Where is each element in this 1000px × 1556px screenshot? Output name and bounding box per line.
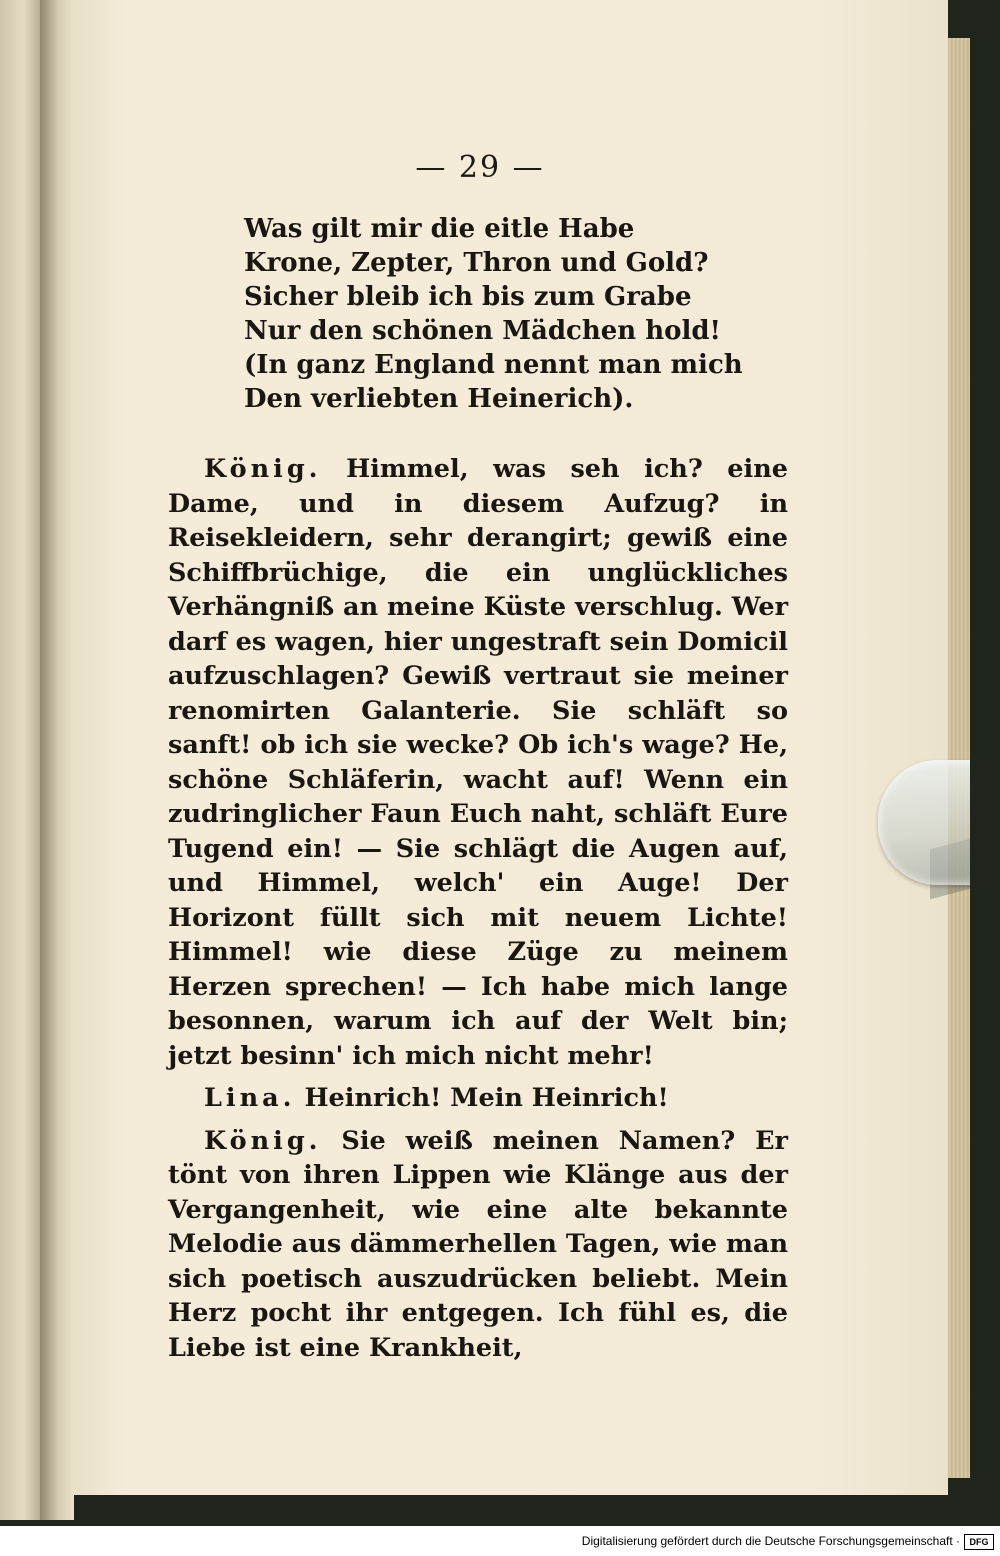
facing-page-edge [0, 0, 40, 1520]
verse-line: Den verliebten Heinerich). [244, 384, 634, 414]
dfg-logo: DFG [964, 1534, 994, 1550]
page-number: — 29 — [415, 150, 545, 185]
verse-line: Krone, Zepter, Thron und Gold? [244, 248, 709, 278]
footer-bar [0, 1526, 1000, 1556]
dialogue-text: Sie weiß meinen Namen? Er tönt von ihren Lippen wie Klänge aus der Vergangenheit, wie eine alte bekannte Melodie aus dämmerhellen Tagen, wie man sich poetisch auszudrücken beliebt. Mein Herz pocht ihr entgegen. Ich fühl es, die Liebe ist eine Krankheit, [168, 1125, 789, 1363]
verse-line: (In ganz England nennt man mich [244, 350, 743, 380]
speaker-name: König. [204, 1125, 322, 1156]
verse-line: Sicher bleib ich bis zum Grabe [244, 282, 692, 312]
speaker-name: Lina. [204, 1083, 296, 1113]
speaker-name: König. [204, 454, 322, 484]
dialogue-paragraph [168, 1081, 788, 1116]
background-edge [970, 30, 1000, 1500]
dialogue-text: Heinrich! Mein Heinrich! [304, 1083, 669, 1113]
verse-block [244, 212, 743, 416]
dialogue-text: Himmel, was seh ich? eine Dame, und in diesem Aufzug? in Reisekleidern, sehr derangirt; gewiß eine Schiffbrüchige, die ein unglückliches Verhängniß an meine Küste verschlug. Wer darf es wagen, hier ungestraft sein Domicil aufzuschlagen? Gewiß vertraut sie meiner renomirten Galanterie. Sie schläft so sanft! ob ich sie wecke? Ob ich's wage? He, schöne Schläferin, wacht auf! Wenn ein zudringlicher Faun Euch naht, schläft Eure Tugend ein! — Sie schlägt die Augen auf, und Himmel, welch' ein Auge! Der Horizont füllt sich mit neuem Lichte! Himmel! wie diese Züge zu meinem Herzen sprechen! — Ich habe mich lange besonnen, warum ich auf der Welt bin; jetzt besinn' ich mich nicht mehr! [168, 454, 788, 1071]
book-gutter [40, 0, 74, 1520]
verse-line: Nur den schönen Mädchen hold! [244, 316, 721, 346]
prose-block [168, 452, 788, 1365]
dialogue-paragraph [168, 452, 788, 1073]
funding-credit: Digitalisierung gefördert durch die Deutsche Forschungsgemeinschaft · [581, 1534, 960, 1548]
verse-line: Was gilt mir die eitle Habe [244, 214, 635, 244]
dialogue-paragraph [168, 1124, 788, 1366]
